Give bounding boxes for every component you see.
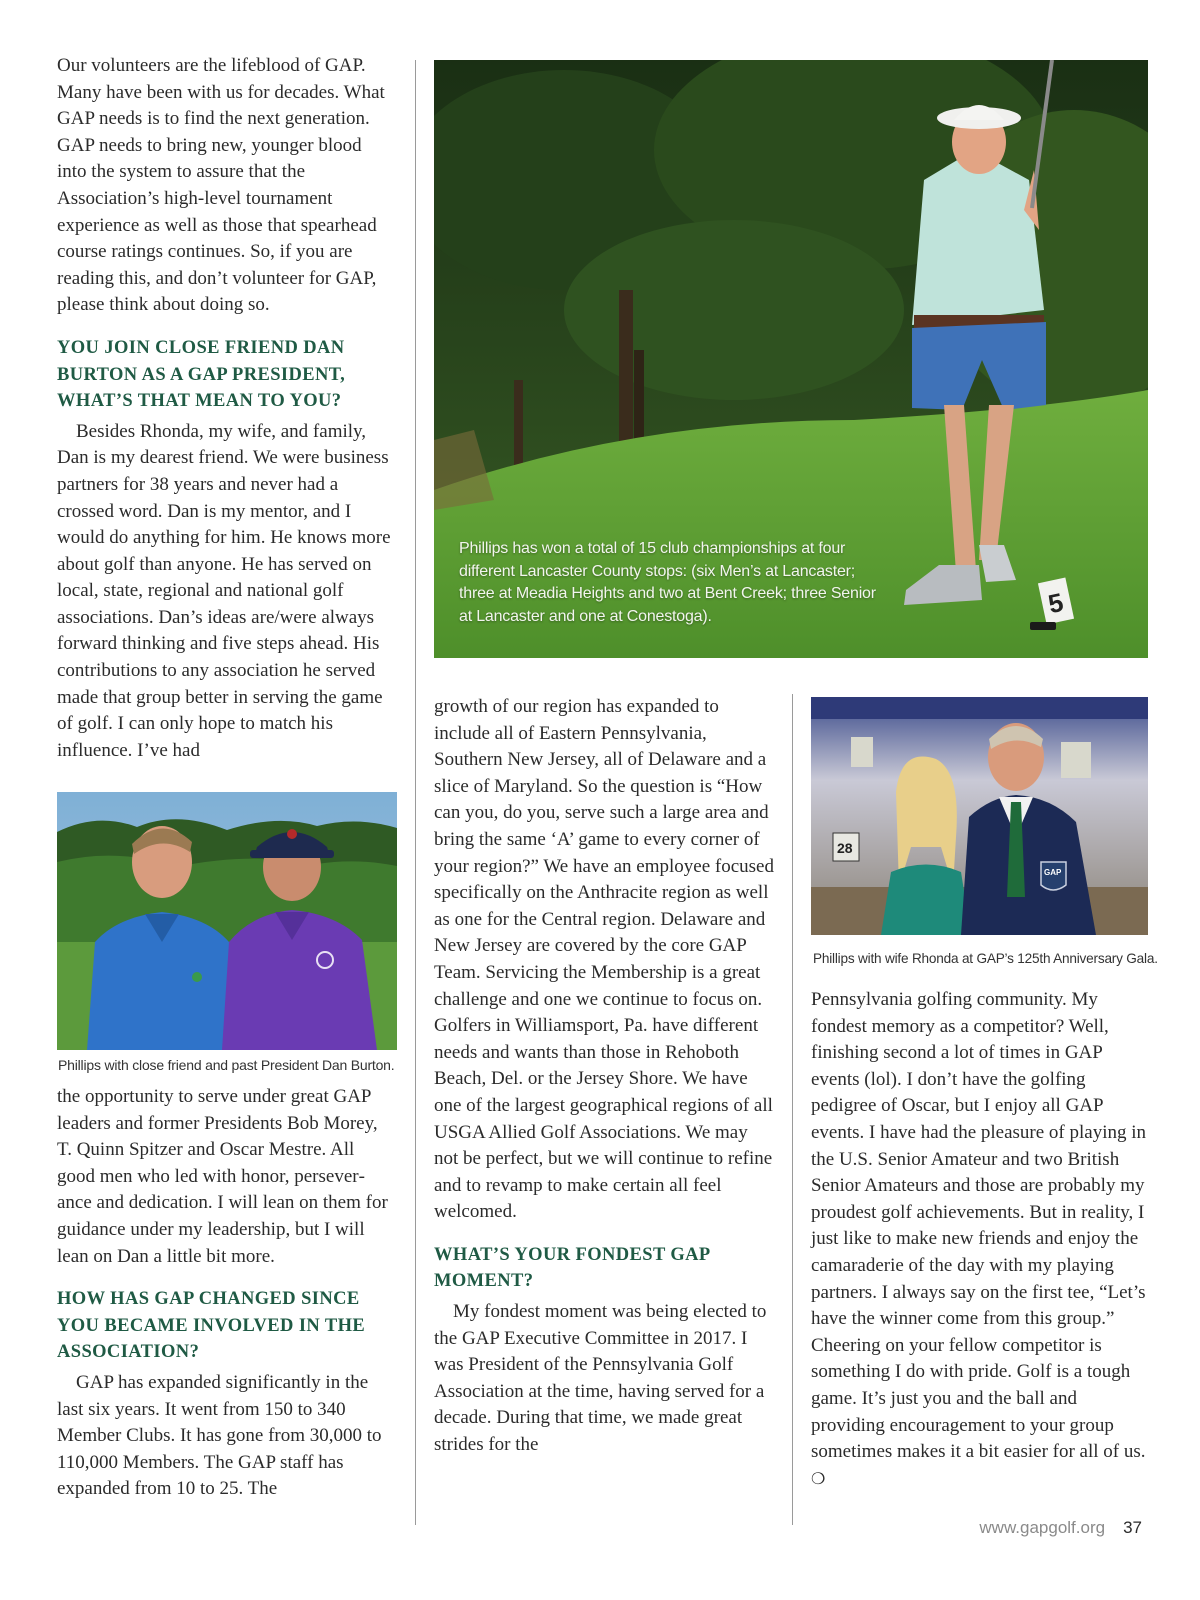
blazer-badge-text: GAP	[1044, 868, 1062, 877]
page-footer	[979, 1518, 1142, 1538]
paragraph-competitor-memory-text: Pennsylvania golfing community. My fondest memory as a competitor? Well, finishing second a lot of times in GAP events (lol). I don’t have the golfing pedigree of Oscar, but I enjoy all GAP events. I have had the pleasure of playing in the U.S. Senior Amateur and two British Senior Amateurs and those are probably my proudest golf achievements. But in reality, I just like to make new friends and enjoy the camaraderie of the day with my playing partners. I always say on the first tee, “Let’s have the winner come from this group.” Cheering on your fellow competitor is something I do with pride. Golf is a tough game. It’s just you and the ball and providing encouragement to your group sometimes makes it a bit easier for all of us.	[811, 989, 1147, 1463]
question-heading-fondest-moment: WHAT’S YOUR FONDEST GAP MOMENT?	[434, 1244, 710, 1292]
hero-photo-caption: Phillips has won a total of 15 club championships at four different Lancaster County stops: (six Men’s at Lancaster; three at Meadia Heights and two at Bent Creek; three Senior at Lancaster and one at Conestoga).	[459, 540, 876, 625]
table-number: 28	[837, 840, 853, 856]
paragraph-fondest-moment: My fondest moment was being elected to the GAP Executive Committee in 2017. I was President of the Pennsylvania Golf Association at the time, having served for a decade. During that time, we made great strides for the	[434, 1301, 767, 1456]
caption-phillips-and-rhonda: Phillips with wife Rhonda at GAP’s 125th Anniversary Gala.	[813, 951, 1158, 966]
paragraph-past-presidents: the opportunity to serve under great GAP leaders and former Presidents Bob Morey, T. Quinn Spitzer and Oscar Mestre. All good men who led with honor, perseverance and dedication. I will lean on them for guidance under my leadership, but I will lean on Dan a little bit more.	[57, 1086, 388, 1267]
column-1	[57, 53, 393, 764]
photo-phillips-and-rhonda	[811, 697, 1148, 935]
paragraph-dan-burton: Besides Rhonda, my wife, and family, Dan is my dearest friend. We were business partners for 38 years and never had a crossed word. Dan is my mentor, and I would do anything for him. He knows more about golf than anyone. He has served on local, state, regional and national golf associations. Dan’s ideas are/were always forward thinking and five steps ahead. His contributions to any association he served made that group better in serving the game of golf. I can only hope to match his influence. I’ve had	[57, 420, 391, 761]
column-divider-2	[792, 694, 793, 1525]
footer-website-url[interactable]: www.gapgolf.org	[979, 1518, 1106, 1537]
paragraph-competitor-memory	[811, 987, 1151, 1492]
tee-marker-number: 5	[1045, 586, 1066, 620]
paragraph-gap-expanded: GAP has expanded significantly in the last six years. It went from 150 to 340 Member Clubs. It has gone from 30,000 to 110,000 Members. The GAP staff has expanded from 10 to 25. The	[57, 1371, 382, 1500]
hero-photo-phillips-teeing-off	[434, 60, 1148, 658]
paragraph-volunteers: Our volunteers are the lifeblood of GAP. Many have been with us for decades. What GAP needs is to find the next generation. GAP needs to bring new, younger blood into the system to assure that the Association’s high-level tournament experience as well as those that spearhead course ratings continues. So, if you are reading this, and don’t volunteer for GAP, please think about doing so.	[57, 55, 385, 316]
caption-phillips-and-burton: Phillips with close friend and past President Dan Burton.	[58, 1057, 395, 1073]
question-heading-dan-burton: YOU JOIN CLOSE FRIEND DAN BURTON AS A GAP PRESIDENT, WHAT’S THAT MEAN TO YOU?	[57, 337, 346, 412]
column-3	[811, 987, 1151, 1492]
photo-phillips-and-burton	[57, 792, 397, 1050]
page-number: 37	[1123, 1518, 1142, 1537]
paragraph-region-growth: growth of our region has expanded to include all of Eastern Pennsylvania, Southern New Jersey, all of Delaware and a slice of Maryland. So the question is “How can you, do you, serve such a large area and bring the same ‘A’ game to every corner of your region?” We have an employee focused specifically on the Anthracite region as well as one for the Central region. Delaware and New Jersey are covered by the core GAP Team. Servicing the Membership is a great challenge and one we continue to focus on. Golfers in Williamsport, Pa. have different needs and wants than those in Rehoboth Beach, Del. or the Jersey Shore. We have one of the largest geographical regions of all USGA Allied Golf Associations. We may not be perfect, but we will continue to refine and to revamp to make certain all feel welcomed.	[434, 696, 774, 1223]
question-heading-how-gap-changed: HOW HAS GAP CHANGED SINCE YOU BECAME INVOLVED IN THE ASSOCIATION?	[57, 1289, 366, 1363]
column-1-continued	[57, 1084, 393, 1503]
column-2	[434, 694, 774, 1459]
column-divider-1	[415, 60, 416, 1525]
end-mark-icon: ❍	[811, 1468, 826, 1488]
photo-phillips-and-rhonda-image	[811, 697, 1148, 935]
photo-phillips-and-burton-image	[57, 792, 397, 1050]
